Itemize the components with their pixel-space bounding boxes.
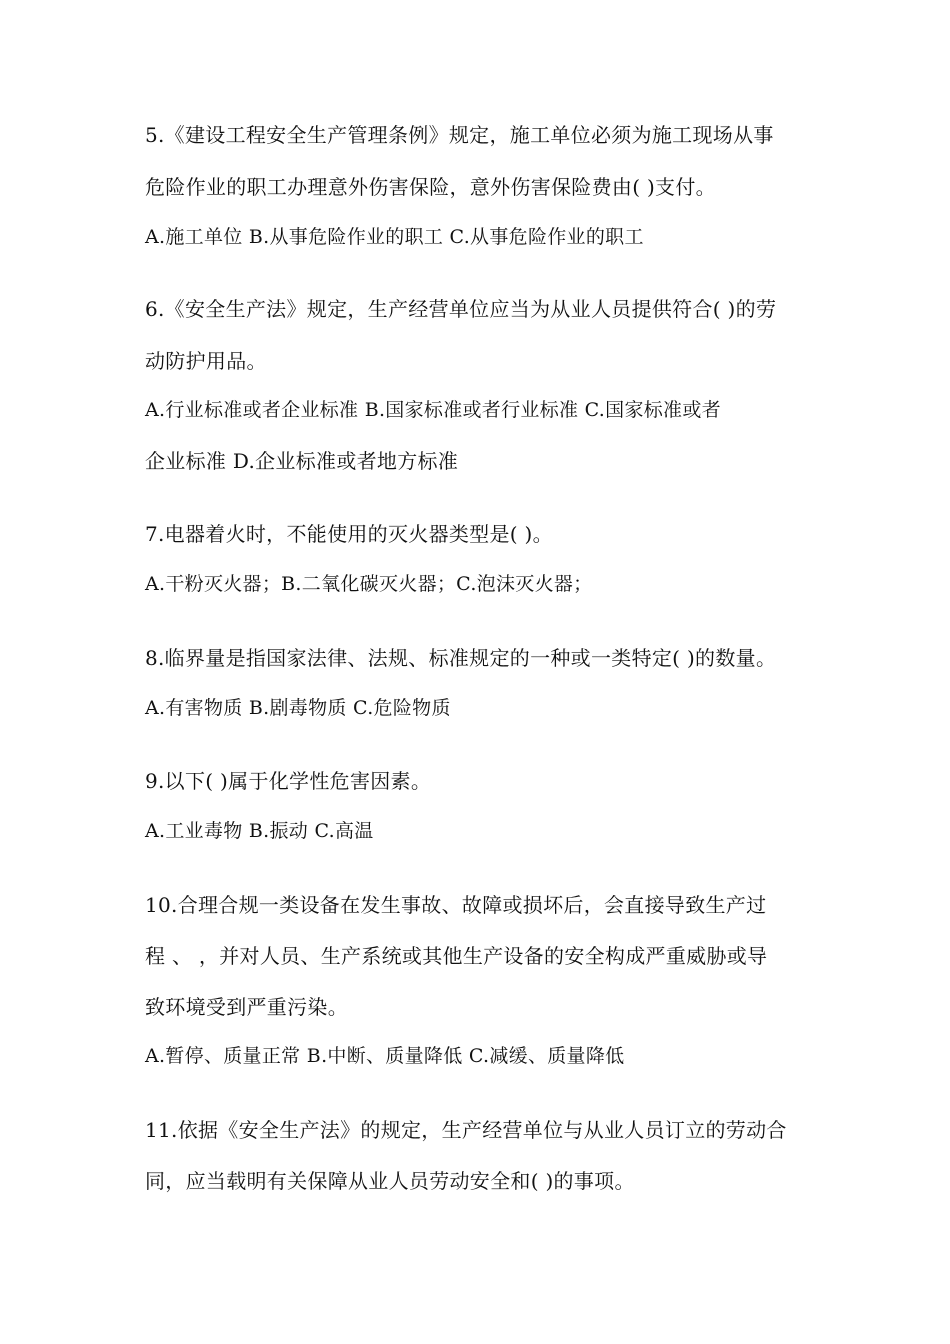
question-11-line-2: 同，应当载明有关保障从业人员劳动安全和( )的事项。 (145, 1169, 635, 1193)
question-7-options: A.干粉灭火器；B.二氧化碳灭火器；C.泡沫灭火器； (145, 573, 593, 595)
question-10-options: A.暂停、质量正常 B.中断、质量降低 C.减缓、质量降低 (145, 1045, 625, 1067)
question-10-line-1: 10.合理合规一类设备在发生事故、故障或损坏后，会直接导致生产过 (145, 893, 767, 917)
question-8-line-1: 8.临界量是指国家法律、法规、标准规定的一种或一类特定( )的数量。 (145, 646, 777, 670)
question-9-options: A.工业毒物 B.振动 C.高温 (145, 820, 374, 842)
question-7-line-1: 7.电器着火时，不能使用的灭火器类型是( )。 (145, 522, 553, 546)
question-5-options: A.施工单位 B.从事危险作业的职工 C.从事危险作业的职工 (145, 226, 644, 248)
question-11-line-1: 11.依据《安全生产法》的规定，生产经营单位与从业人员订立的劳动合 (145, 1118, 787, 1142)
question-6-options-line-1: A.行业标准或者企业标准 B.国家标准或者行业标准 C.国家标准或者 (145, 399, 721, 421)
question-9-line-1: 9.以下( )属于化学性危害因素。 (145, 769, 432, 793)
question-6-options-line-2: 企业标准 D.企业标准或者地方标准 (145, 449, 459, 473)
question-6-line-1: 6.《安全生产法》规定，生产经营单位应当为从业人员提供符合( )的劳 (145, 297, 777, 321)
question-5-line-2: 危险作业的职工办理意外伤害保险，意外伤害保险费由( )支付。 (145, 175, 716, 199)
question-10-line-3: 致环境受到严重污染。 (145, 995, 348, 1019)
question-8-options: A.有害物质 B.剧毒物质 C.危险物质 (145, 697, 451, 719)
question-5-line-1: 5.《建设工程安全生产管理条例》规定，施工单位必须为施工现场从事 (145, 123, 774, 147)
question-6-line-2: 动防护用品。 (145, 349, 267, 373)
question-10-line-2: 程 、 ，并对人员、生产系统或其他生产设备的安全构成严重威胁或导 (145, 944, 768, 968)
